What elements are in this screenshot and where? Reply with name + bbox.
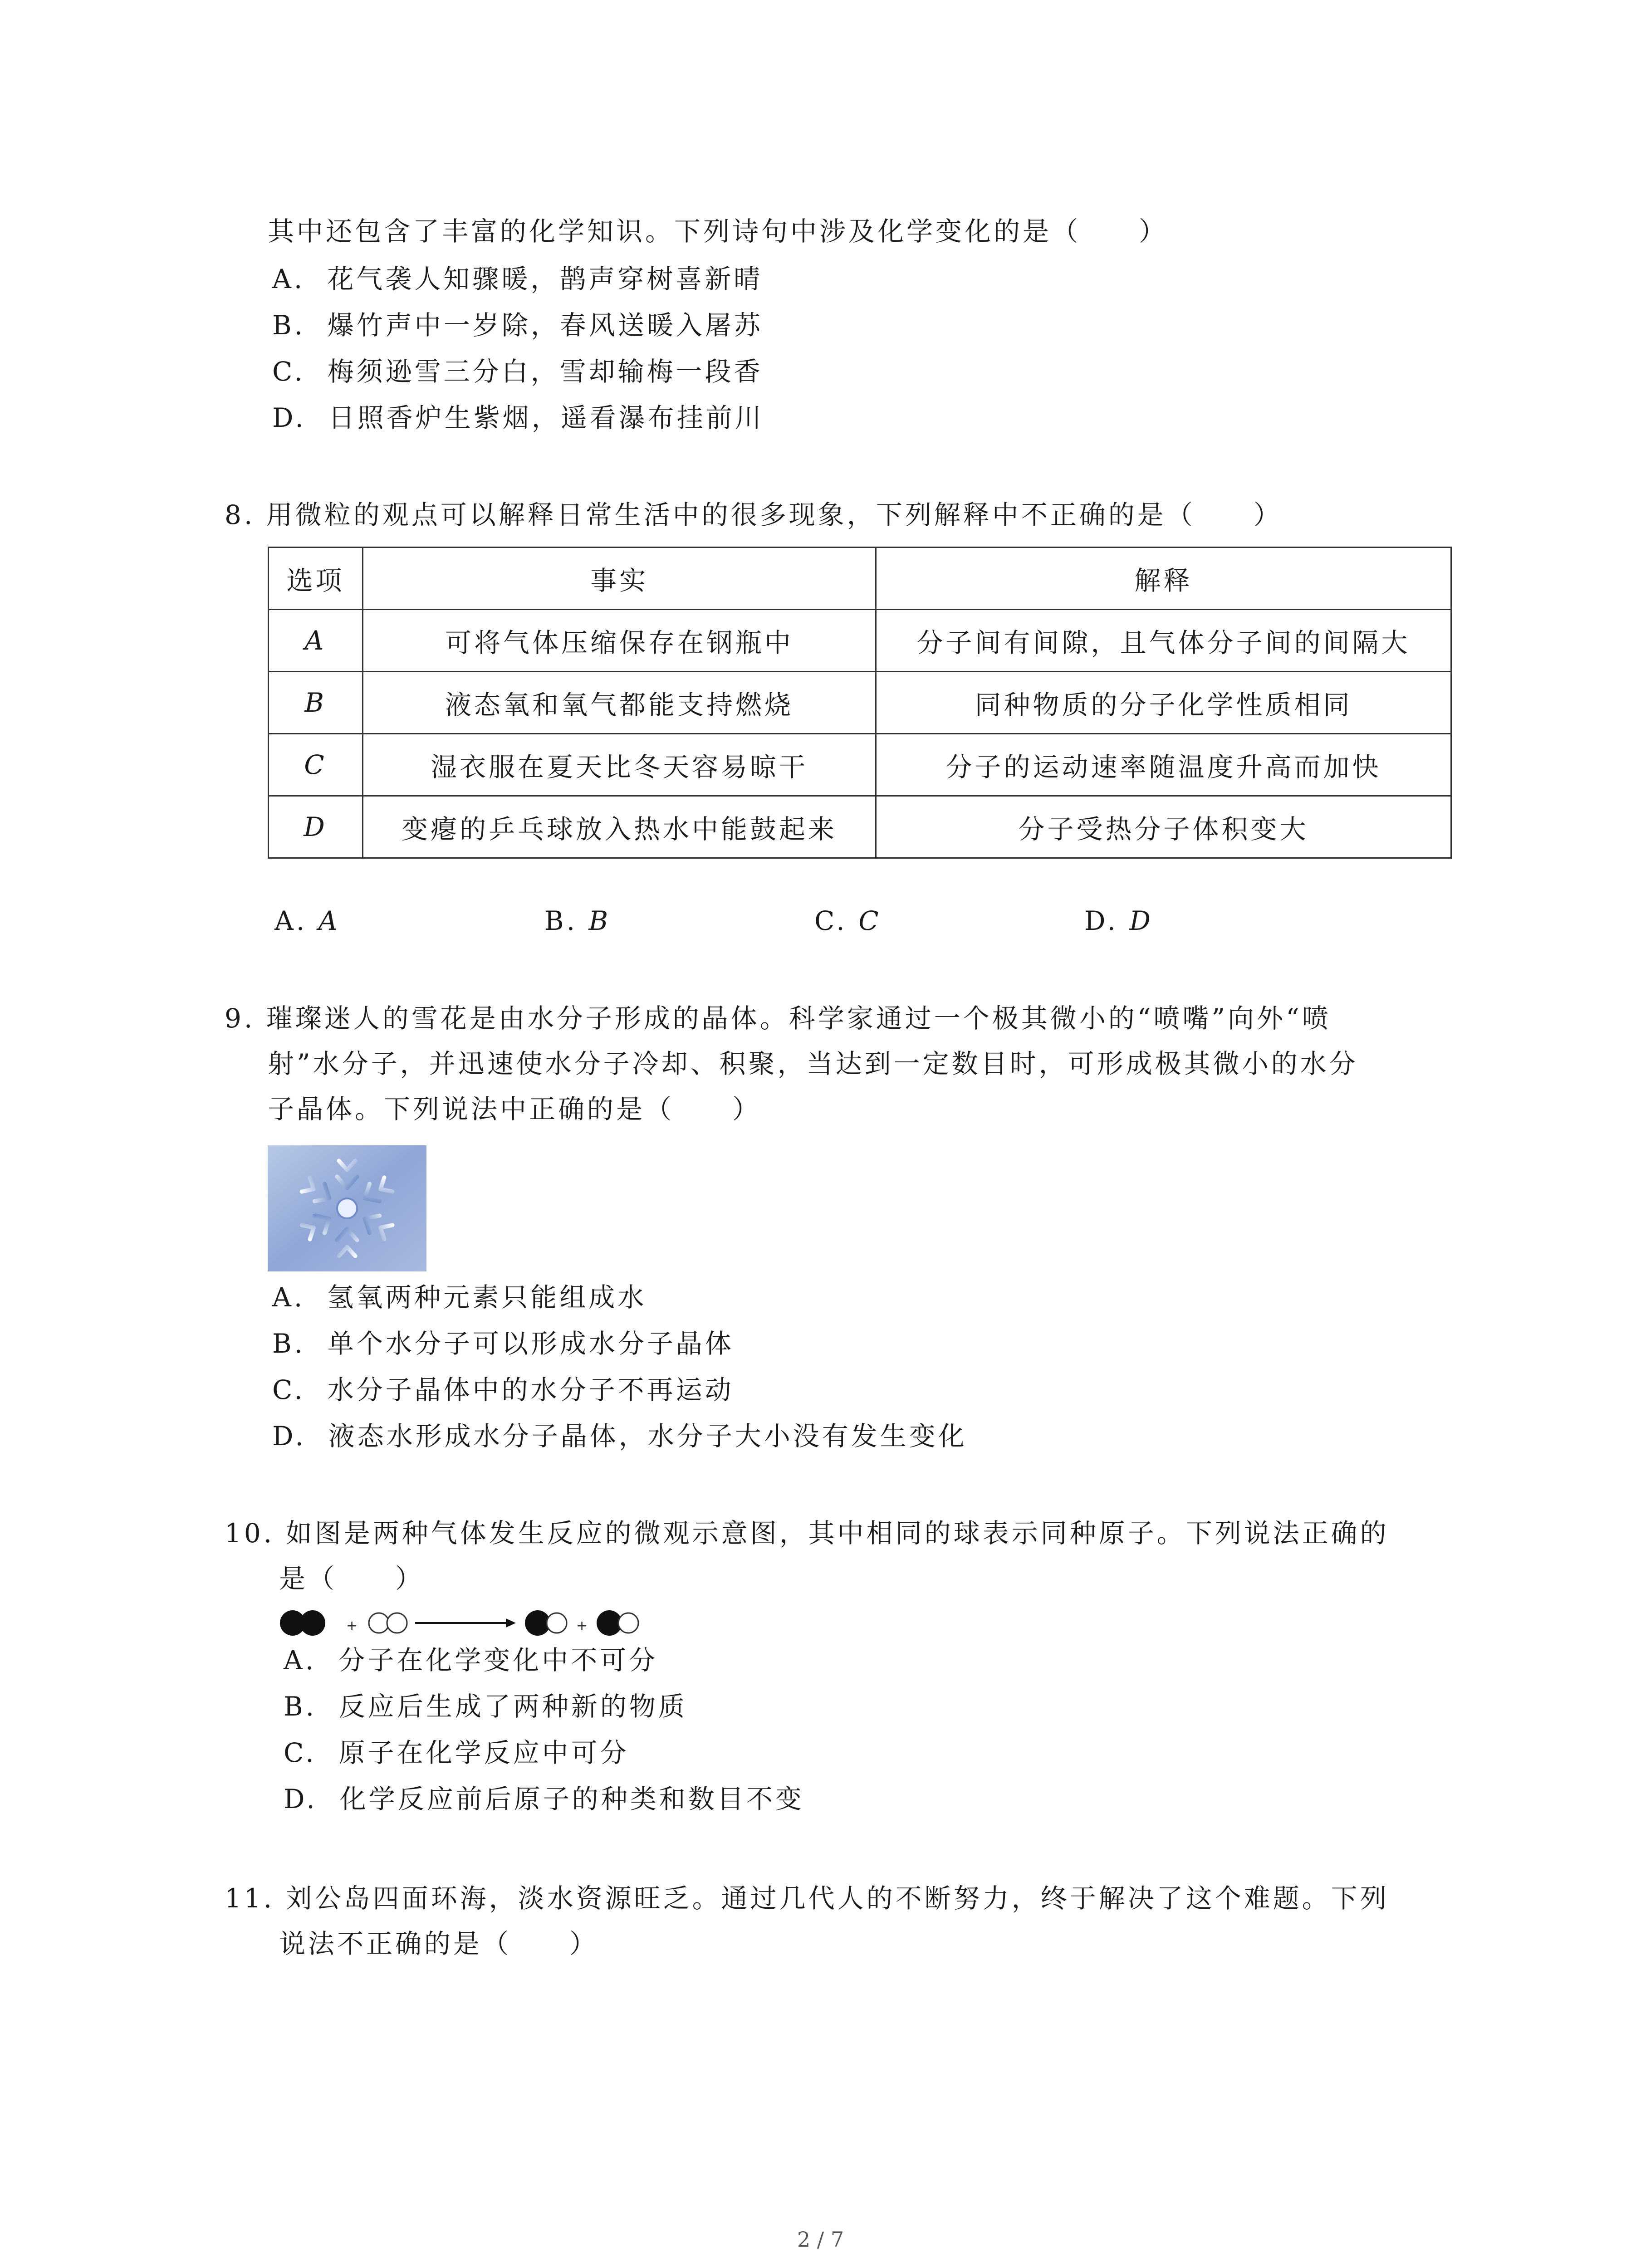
reaction-diagram — [279, 1606, 665, 1640]
page-number: 2 / 7 — [797, 2227, 844, 2252]
q9-stem-line-3: 子晶体。下列说法中正确的是（ ） — [268, 1094, 762, 1124]
option-value: C — [858, 905, 882, 936]
row-fact: 可将气体压缩保存在钢瓶中 — [363, 610, 876, 672]
row-letter: C — [269, 734, 363, 796]
q7-option-d: D. 日照香炉生紫烟，遥看瀑布挂前川 — [272, 402, 764, 433]
q8-option-d — [1084, 903, 1153, 939]
row-letter: D — [269, 796, 363, 858]
q10-option-b: B. 反应后生成了两种新的物质 — [284, 1691, 687, 1722]
reaction-arrow — [415, 1618, 516, 1628]
plus-sign: + — [576, 1618, 588, 1634]
q9-stem-line-1: 9. 璀璨迷人的雪花是由水分子形成的晶体。科学家通过一个极其微小的“喷嘴”向外“喷 — [225, 1003, 1331, 1034]
table-row — [269, 796, 1451, 858]
q8-option-b — [544, 903, 611, 939]
q8-stem: 8. 用微粒的观点可以解释日常生活中的很多现象，下列解释中不正确的是（ ） — [225, 499, 1283, 530]
header-explanation: 解释 — [876, 547, 1451, 610]
option-letter: C. — [814, 905, 847, 936]
snowflake-image — [268, 1145, 426, 1271]
reactant-white-molecule — [369, 1613, 407, 1633]
q7-option-c: C. 梅须逊雪三分白，雪却输梅一段香 — [272, 356, 763, 387]
option-letter: D. — [1084, 905, 1118, 936]
row-fact: 湿衣服在夏天比冬天容易晾干 — [363, 734, 876, 796]
q9-option-a: A. 氢氧两种元素只能组成水 — [272, 1282, 647, 1313]
table-row — [269, 734, 1451, 796]
q11-stem-line-2: 说法不正确的是（ ） — [279, 1928, 599, 1959]
q8-option-a — [274, 903, 340, 939]
q10-option-a: A. 分子在化学变化中不可分 — [284, 1645, 658, 1676]
row-fact: 液态氧和氧气都能支持燃烧 — [363, 672, 876, 734]
q9-option-c: C. 水分子晶体中的水分子不再运动 — [272, 1374, 734, 1405]
header-fact: 事实 — [363, 547, 876, 610]
option-letter: A. — [274, 905, 308, 936]
q9-option-d: D. 液态水形成水分子晶体，水分子大小没有发生变化 — [272, 1421, 967, 1452]
q9-stem-line-2: 射”水分子，并迅速使水分子冷却、积聚，当达到一定数目时，可形成极其微小的水分 — [268, 1048, 1358, 1079]
table-row — [269, 610, 1451, 672]
table-header-row — [269, 547, 1451, 610]
product-molecule-1 — [525, 1610, 567, 1636]
q7-option-b: B. 爆竹声中一岁除，春风送暖入屠苏 — [272, 310, 763, 341]
row-explanation: 分子的运动速率随温度升高而加快 — [876, 734, 1451, 796]
q10-stem-line-2: 是（ ） — [279, 1563, 425, 1594]
row-fact: 变瘪的乒乓球放入热水中能鼓起来 — [363, 796, 876, 858]
header-option: 选项 — [269, 547, 363, 610]
q10-stem-line-1: 10. 如图是两种气体发生反应的微观示意图，其中相同的球表示同种原子。下列说法正确的 — [225, 1518, 1389, 1549]
row-letter: B — [269, 672, 363, 734]
row-explanation: 同种物质的分子化学性质相同 — [876, 672, 1451, 734]
q9-option-b: B. 单个水分子可以形成水分子晶体 — [272, 1328, 734, 1359]
plus-sign: + — [346, 1618, 358, 1634]
q10-option-c: C. 原子在化学反应中可分 — [284, 1737, 629, 1768]
option-value: A — [318, 905, 340, 936]
q11-stem-line-1: 11. 刘公岛四面环海，淡水资源旺乏。通过几代人的不断努力，终于解决了这个难题。下列 — [225, 1883, 1389, 1914]
product-molecule-2 — [597, 1610, 638, 1636]
row-explanation: 分子间有间隙，且气体分子间的间隔大 — [876, 610, 1451, 672]
q7-option-a: A. 花气袭人知骤暖，鹊声穿树喜新晴 — [272, 264, 763, 294]
option-value: D — [1129, 905, 1153, 936]
row-letter: A — [269, 610, 363, 672]
reactant-black-molecule — [280, 1610, 325, 1636]
row-explanation: 分子受热分子体积变大 — [876, 796, 1451, 858]
q10-option-d: D. 化学反应前后原子的种类和数目不变 — [284, 1784, 804, 1814]
option-letter: B. — [544, 905, 578, 936]
table-row — [269, 672, 1451, 734]
q8-option-c — [814, 903, 882, 939]
q7-stem-tail: 其中还包含了丰富的化学知识。下列诗句中涉及化学变化的是（ ） — [268, 216, 1168, 247]
option-value: B — [588, 905, 611, 936]
q8-table — [268, 547, 1452, 859]
